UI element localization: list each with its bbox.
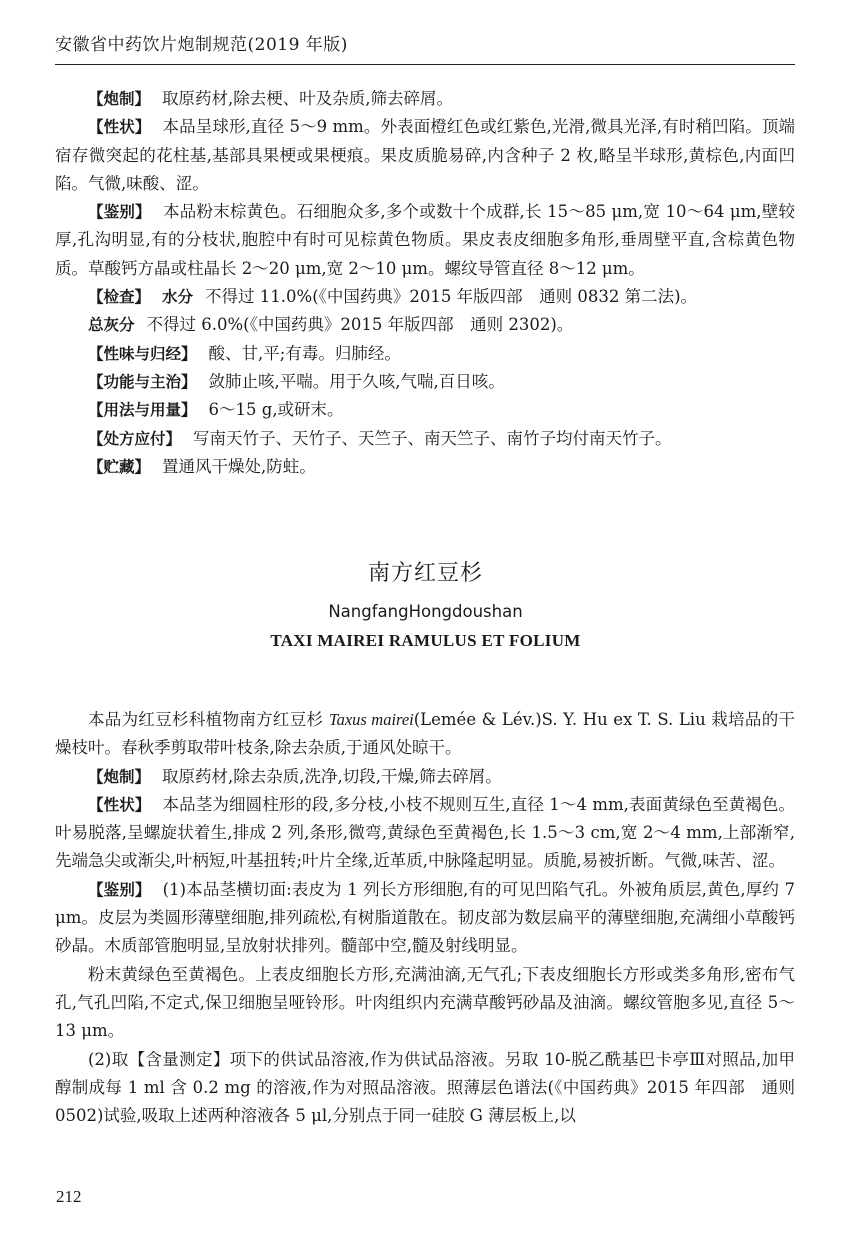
description-text: 本品茎为细圆柱形的段,多分枝,小枝不规则互生,直径 1～4 mm,表面黄绿色至黄褐色。叶易脱落,呈螺旋状着生,排成 2 列,条形,微弯,黄绿色至黄褐色,长 1.5～3 cm,宽 2～4 mm,上部渐窄,先端急尖或渐尖,叶柄短,叶基扭转;叶片全缘,近革质,中脉隆起明显。质脆,易被折断。气微,味苦、涩。 — [55, 794, 795, 871]
description-tag: 【性状】 — [88, 118, 151, 137]
intro-after: (Lemée & Lév.)S. Y. Hu ex T. S. Liu 栽培品的干燥枝叶。春秋季剪取带叶枝条,除去杂质,于通风处晾干。 — [55, 710, 796, 758]
identification-paragraph — [55, 876, 795, 961]
processing-paragraph — [55, 763, 795, 791]
monograph-pinyin: NangfangHongdoushan — [328, 602, 523, 621]
running-header: 安徽省中药饮片炮制规范(2019 年版) — [55, 35, 348, 55]
prescription-tag: 【处方应付】 — [88, 429, 182, 448]
identification-text: (1)本品茎横切面:表皮为 1 列长方形细胞,有的可见凹陷气孔。外被角质层,黄色,厚约 7 μm。皮层为类圆形薄壁细胞,排列疏松,有树脂道散在。韧皮部为数层扁平的薄壁细胞,充满细小草酸钙砂晶。木质部管胞明显,呈放射状排列。髓部中空,髓及射线明显。 — [55, 879, 795, 956]
processing-text: 取原药材,除去梗、叶及杂质,筛去碎屑。 — [162, 89, 454, 108]
header-rule — [55, 64, 795, 65]
prev-description — [55, 113, 795, 198]
moisture-label: 水分 — [162, 288, 194, 307]
ash-label: 总灰分 — [88, 316, 135, 335]
description-tag: 【性状】 — [88, 795, 151, 814]
species-name: Taxus mairei — [328, 710, 414, 729]
identification-tag: 【鉴别】 — [88, 203, 151, 222]
prev-nature — [55, 340, 795, 368]
nature-tag: 【性味与归经】 — [88, 344, 197, 363]
previous-entry — [55, 85, 795, 481]
ash-text: 不得过 6.0%(《中国药典》2015 年版四部 通则 2302)。 — [146, 315, 574, 335]
monograph-title: 南方红豆杉 — [367, 561, 483, 586]
function-text: 敛肺止咳,平喘。用于久咳,气喘,百日咳。 — [208, 371, 505, 391]
storage-tag: 【贮藏】 — [88, 457, 151, 476]
inspection-tag: 【检查】 — [88, 288, 151, 307]
function-tag: 【功能与主治】 — [88, 372, 197, 391]
monograph-latin-name: TAXI MAIREI RAMULUS ET FOLIUM — [270, 631, 581, 650]
identification-text: 本品粉末棕黄色。石细胞众多,多个或数十个成群,长 15～85 μm,宽 10～64 μm,壁较厚,孔沟明显,有的分枝状,胞腔中有时可见棕黄色物质。果皮表皮细胞多角形,垂周壁平直,含棕黄色物质。草酸钙方晶或柱晶长 2～20 μm,宽 2～10 μm。螺纹导管直径 8～12 μm。 — [55, 202, 795, 278]
prev-identification — [55, 198, 795, 283]
tlc-paragraph — [55, 1046, 795, 1131]
moisture-text: 不得过 11.0%(《中国药典》2015 年版四部 通则 0832 第二法)。 — [205, 287, 698, 307]
intro-paragraph — [55, 706, 795, 763]
monograph-body — [55, 706, 795, 1130]
dosage-text: 6～15 g,或研末。 — [208, 400, 344, 420]
tlc-text: (2)取【含量测定】项下的供试品溶液,作为供试品溶液。另取 10-脱乙酰基巴卡亭Ⅲ对照品,加甲醇制成每 1 ml 含 0.2 mg 的溶液,作为对照品溶液。照薄层色谱法(《中国药典》2015 年四部 通则 0502)试验,吸取上述两种溶液各 5 μl,分别点于同一硅胶 G 薄层板上,以 — [55, 1049, 795, 1126]
description-text: 本品呈球形,直径 5～9 mm。外表面橙红色或红紫色,光滑,微具光泽,有时稍凹陷。顶端宿存微突起的花柱基,基部具果梗或果梗痕。果皮质脆易碎,内含种子 2 枚,略呈半球形,黄棕色,内面凹陷。气微,味酸、涩。 — [55, 117, 795, 193]
prev-dosage — [55, 396, 795, 424]
prev-storage — [55, 453, 795, 481]
prev-ash — [55, 311, 795, 339]
processing-tag: 【炮制】 — [88, 767, 151, 786]
description-paragraph — [55, 791, 795, 876]
processing-tag: 【炮制】 — [88, 90, 151, 108]
prev-prescription — [55, 425, 795, 453]
identification-tag: 【鉴别】 — [88, 880, 151, 899]
prev-processing — [55, 85, 795, 113]
prev-inspection — [55, 283, 795, 311]
intro-before: 本品为红豆杉科植物南方红豆杉 — [88, 710, 329, 729]
page-number: 212 — [56, 1187, 82, 1206]
powder-paragraph — [55, 961, 795, 1046]
storage-text: 置通风干燥处,防蛀。 — [162, 456, 316, 476]
dosage-tag: 【用法与用量】 — [88, 401, 197, 420]
processing-text: 取原药材,除去杂质,洗净,切段,干燥,筛去碎屑。 — [162, 766, 502, 786]
prescription-text: 写南天竹子、天竹子、天竺子、南天竺子、南竹子均付南天竹子。 — [193, 428, 672, 448]
nature-text: 酸、甘,平;有毒。归肺经。 — [208, 343, 401, 363]
powder-text: 粉末黄绿色至黄褐色。上表皮细胞长方形,充满油滴,无气孔;下表皮细胞长方形或类多角形,密布气孔,气孔凹陷,不定式,保卫细胞呈哑铃形。叶肉组织内充满草酸钙砂晶及油滴。螺纹管胞多见,直径 5～13 μm。 — [55, 964, 795, 1041]
prev-function — [55, 368, 795, 396]
